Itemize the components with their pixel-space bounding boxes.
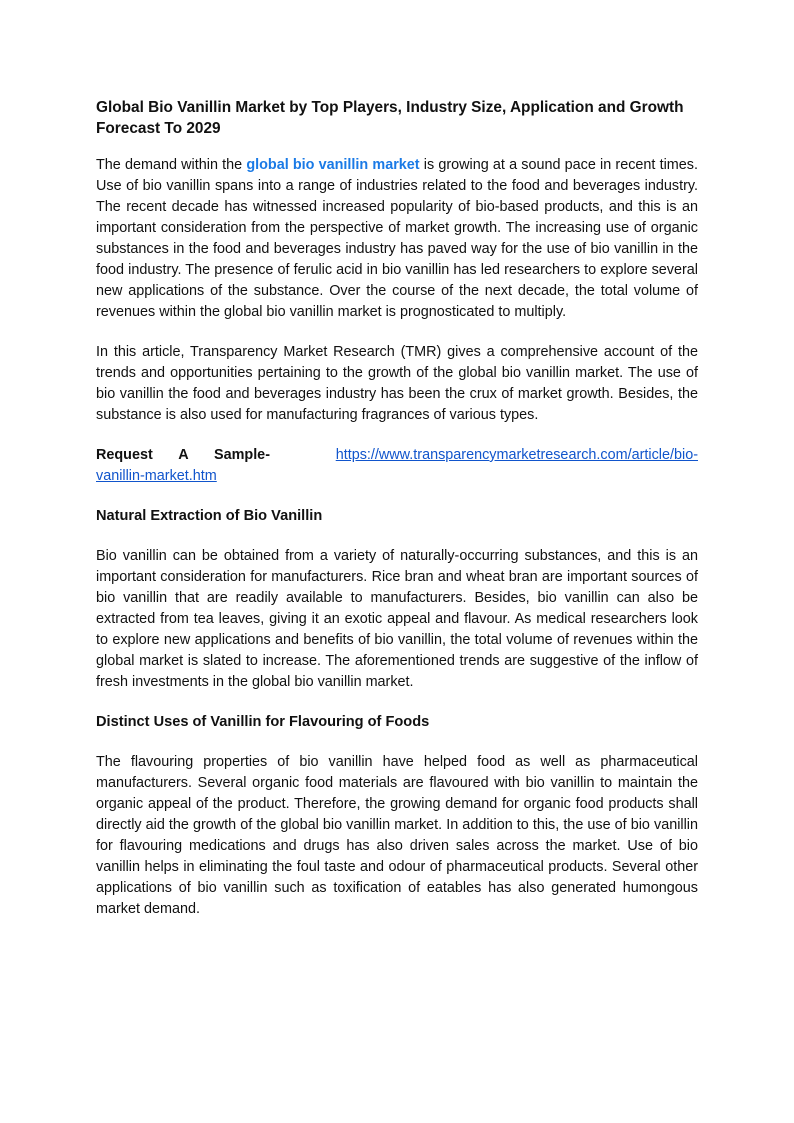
intro-text-end: is growing at a sound pace in recent times. Use of bio vanillin spans into a range of industries related to the food and beverages industry. The recent decade has witnessed increased popularity of bio-based products, and this is an important consideration from the perspective of market growth. The increasing use of organic substances in the food and beverages industry has paved way for the use of bio vanillin in the food industry. The presence of ferulic acid in bio vanillin has led researchers to explore several new applications of the substance. Over the course of the next decade, the total volume of revenues within the global bio vanillin market is prognosticated to multiply. xyxy=(96,157,698,320)
natural-extraction-heading: Natural Extraction of Bio Vanillin xyxy=(96,508,323,524)
natural-extraction-paragraph: Bio vanillin can be obtained from a variety of naturally-occurring substances, and this is an important consideration for manufacturers. Rice bran and wheat bran are important sources of bio vanillin that are readily available to manufacturers. Besides, bio vanillin can also be extracted from tea leaves, giving it an exotic appeal and flavour. As medical researchers look to explore new applications and benefits of bio vanillin, the total volume of revenues within the global market is slated to increase. The aforementioned trends are suggestive of the inflow of fresh investments in the global bio vanillin market. xyxy=(96,548,698,690)
intro-paragraph xyxy=(96,155,698,323)
request-word: Request xyxy=(96,447,153,463)
flavouring-uses-paragraph: The flavouring properties of bio vanillin have helped food as well as pharmaceutical manufacturers. Several organic food materials are flavoured with bio vanillin to maintain the organic appeal of the product. Therefore, the growing demand for organic food products shall directly aid the growth of the global bio vanillin market. In addition to this, the use of bio vanillin for flavouring medications and drugs has also driven sales across the market. Use of bio vanillin helps in eliminating the foul taste and odour of pharmaceutical products. Several other applications of bio vanillin such as toxification of eatables has also generated humongous market demand. xyxy=(96,754,698,917)
request-sample-url-line1[interactable]: https://www.transparencymarketresearch.com/article/bio- xyxy=(335,447,698,463)
intro-text-start: The demand within the xyxy=(96,157,247,173)
tmr-paragraph: In this article, Transparency Market Research (TMR) gives a comprehensive account of the trends and opportunities pertaining to the growth of the global bio vanillin market. The use of bio vanillin the food and beverages industry has been the crux of market growth. Besides, the substance is also used for manufacturing fragrances of various types. xyxy=(96,344,698,423)
flavouring-uses-heading: Distinct Uses of Vanillin for Flavouring of Foods xyxy=(96,714,430,730)
request-sample-label xyxy=(96,445,270,466)
sample-word: Sample- xyxy=(214,447,270,463)
global-bio-vanillin-market-link[interactable]: global bio vanillin market xyxy=(246,157,420,173)
request-sample-block xyxy=(96,445,698,487)
request-sample-url-line2[interactable]: vanillin-market.htm xyxy=(96,468,217,484)
request-sample-row xyxy=(96,445,698,466)
document-title: Global Bio Vanillin Market by Top Players, Industry Size, Application and Growth Forecast To 2029 xyxy=(96,99,684,137)
a-word: A xyxy=(178,447,189,463)
